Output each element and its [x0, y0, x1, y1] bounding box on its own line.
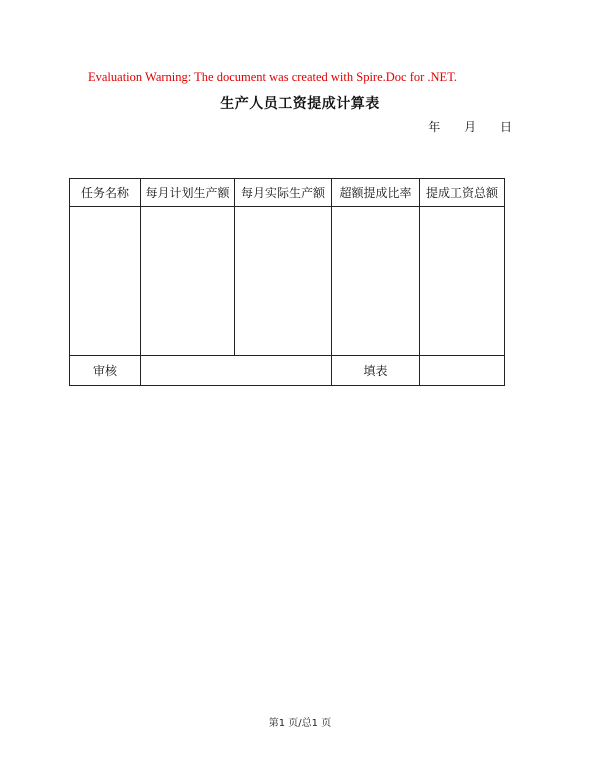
page-number-footer: 第1 页/总1 页 — [268, 718, 332, 729]
header-commission-total: 提成工资总额 — [420, 179, 505, 207]
evaluation-warning: Evaluation Warning: The document was created with Spire.Doc for .NET. — [88, 70, 458, 84]
cell-task-name[interactable] — [70, 207, 141, 356]
table-row — [70, 207, 505, 356]
header-monthly-planned: 每月计划生产额 — [141, 179, 235, 207]
cell-monthly-planned[interactable] — [141, 207, 235, 356]
review-label: 审核 — [70, 356, 141, 386]
review-value-cell[interactable] — [141, 356, 332, 386]
table-footer-row — [70, 356, 505, 386]
date-year-label: 年 — [428, 120, 441, 134]
header-task-name: 任务名称 — [70, 179, 141, 207]
cell-excess-rate[interactable] — [332, 207, 420, 356]
date-month-label: 月 — [464, 120, 477, 134]
header-monthly-actual: 每月实际生产额 — [235, 179, 332, 207]
cell-commission-total[interactable] — [420, 207, 505, 356]
document-title: 生产人员工资提成计算表 — [220, 96, 380, 112]
cell-monthly-actual[interactable] — [235, 207, 332, 356]
fill-label: 填表 — [332, 356, 420, 386]
commission-table — [69, 178, 505, 386]
date-day-label: 日 — [499, 120, 512, 134]
fill-value-cell[interactable] — [420, 356, 505, 386]
date-line — [418, 118, 512, 135]
header-excess-rate: 超额提成比率 — [332, 179, 420, 207]
table-header-row — [70, 179, 505, 207]
